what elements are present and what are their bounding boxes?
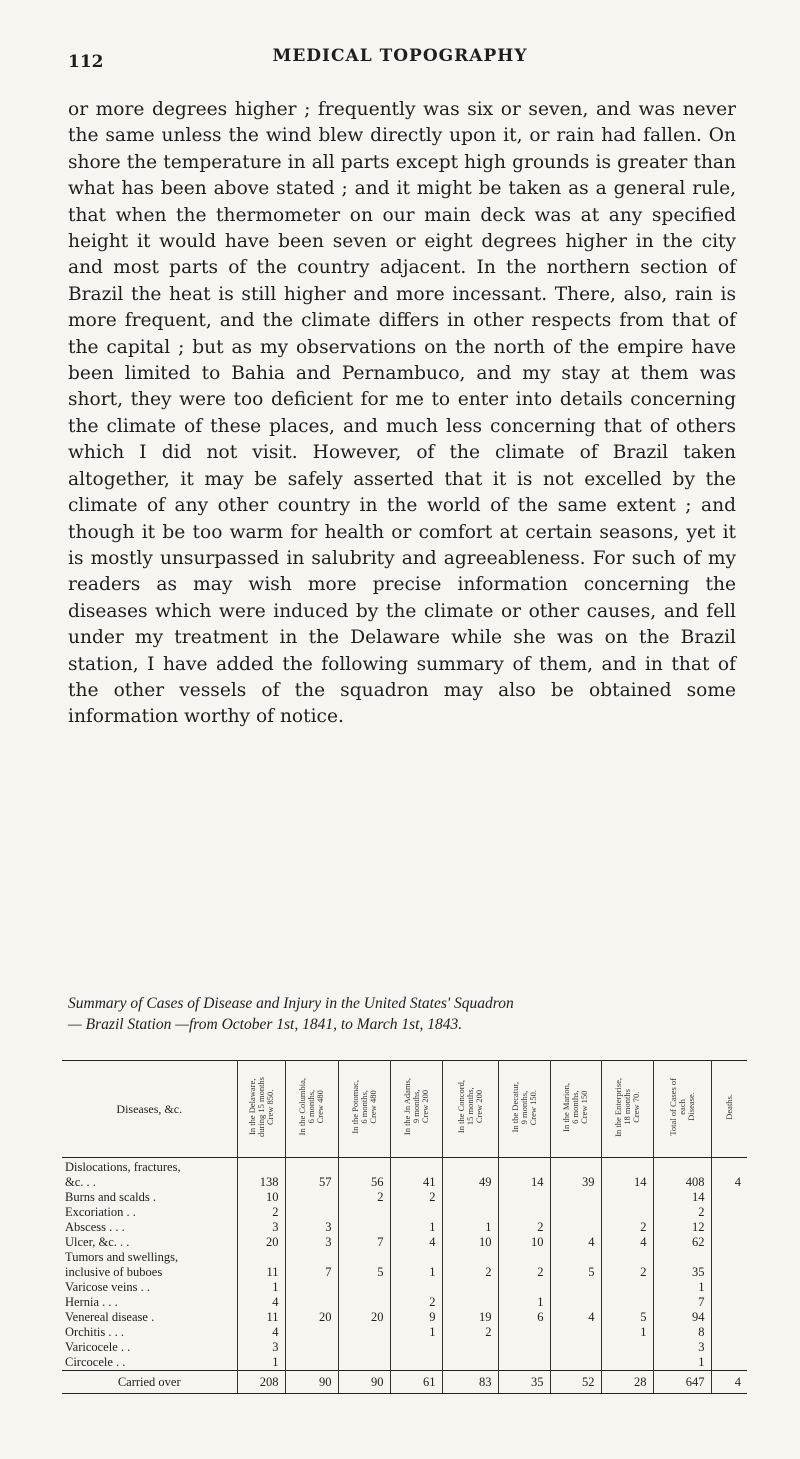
case-count-cell <box>601 1280 653 1295</box>
case-count-cell <box>285 1250 338 1265</box>
column-header <box>711 1061 747 1158</box>
column-header <box>550 1061 601 1158</box>
case-count-cell <box>390 1250 442 1265</box>
case-count-cell: 2 <box>390 1190 442 1205</box>
case-count-cell <box>711 1265 747 1280</box>
case-count-cell: 3 <box>237 1220 285 1235</box>
case-count-cell <box>498 1205 550 1220</box>
case-count-cell <box>285 1280 338 1295</box>
case-count-cell <box>653 1250 711 1265</box>
column-header-label: In the Decatur, 9 months, Crew 150. <box>509 1081 538 1133</box>
case-count-cell: 5 <box>338 1265 390 1280</box>
case-count-cell <box>550 1250 601 1265</box>
body-paragraph: or more degrees higher ; frequently was six or seven, and was never the same unless the wind blew directly upon it, or rain had fallen. On shore the temperature in all parts except high grounds is greater than what has been above stated ; and it might be taken as a general rule, that when the thermometer on our main deck was at any specified height it would have been seven or eight degrees higher in the city and most parts of the country adjacent. In the northern section of Brazil the heat is still higher and more incessant. There, also, rain is more frequent, and the climate differs in other respects from that of the capital ; but as my observations on the north of the empire have been limited to Bahia and Pernambuco, and my stay at them was short, they were too deficient for me to enter into details concerning the climate of these places, and much less concerning that of others which I did not visit. However, of the climate of Brazil taken altogether, it may be safely asserted that it is not excelled by the climate of any other country in the world of the same extent ; and though it be too warm for health or comfort at certain seasons, yet it is mostly unsurpassed in salubrity and agreeableness. For such of my readers as may wish more precise information concerning the diseases which were induced by the climate or other causes, and fell under my treatment in the Delaware while she was on the Brazil station, I have added the following summary of them, and in that of the other vessels of the squadron may also be obtained some information worthy of notice. <box>68 99 736 728</box>
table-row <box>62 1310 747 1325</box>
column-header <box>601 1061 653 1158</box>
case-count-cell <box>390 1280 442 1295</box>
case-count-cell <box>442 1158 498 1176</box>
case-count-cell: 3 <box>237 1340 285 1355</box>
carried-over-label: Carried over <box>62 1371 237 1394</box>
case-count-cell: 2 <box>498 1220 550 1235</box>
table-row <box>62 1158 747 1176</box>
case-count-cell: 1 <box>653 1355 711 1371</box>
case-count-cell <box>338 1340 390 1355</box>
case-count-cell: 10 <box>498 1235 550 1250</box>
column-header <box>498 1061 550 1158</box>
case-count-cell <box>237 1158 285 1176</box>
diseases-column-header: Diseases, &c. <box>62 1061 237 1158</box>
case-count-cell <box>442 1340 498 1355</box>
caption-line-2: — Brazil Station —from October 1st, 1841, to March 1st, 1843. <box>68 1016 463 1033</box>
case-count-cell: 8 <box>653 1325 711 1340</box>
disease-name: Burns and scalds . <box>65 1190 156 1204</box>
case-count-cell <box>285 1325 338 1340</box>
summary-table-wrap <box>62 1060 747 1394</box>
case-count-cell <box>498 1190 550 1205</box>
case-count-cell: 14 <box>601 1175 653 1190</box>
case-count-cell: 138 <box>237 1175 285 1190</box>
disease-name: &c. . . <box>65 1175 96 1189</box>
case-count-cell <box>550 1158 601 1176</box>
disease-name: Excoriation . . <box>65 1205 136 1219</box>
body-text <box>68 97 736 731</box>
table-row <box>62 1175 747 1190</box>
case-count-cell <box>390 1205 442 1220</box>
running-title: MEDICAL TOPOGRAPHY <box>272 46 528 66</box>
case-count-cell: 7 <box>285 1265 338 1280</box>
table-row <box>62 1295 747 1310</box>
case-count-cell <box>285 1205 338 1220</box>
case-count-cell <box>601 1205 653 1220</box>
case-count-cell: 2 <box>338 1190 390 1205</box>
disease-name: Dislocations, fractures, <box>65 1160 181 1174</box>
disease-name: Tumors and swellings, <box>65 1250 179 1264</box>
carried-over-cell: 83 <box>442 1371 498 1394</box>
case-count-cell: 35 <box>653 1265 711 1280</box>
carried-over-cell: 647 <box>653 1371 711 1394</box>
case-count-cell <box>711 1235 747 1250</box>
case-count-cell <box>237 1250 285 1265</box>
disease-name: Varicocele . . <box>65 1340 131 1354</box>
case-count-cell <box>390 1340 442 1355</box>
case-count-cell: 20 <box>237 1235 285 1250</box>
case-count-cell <box>550 1355 601 1371</box>
case-count-cell <box>338 1158 390 1176</box>
carried-over-cell: 28 <box>601 1371 653 1394</box>
case-count-cell: 2 <box>601 1265 653 1280</box>
case-count-cell <box>653 1158 711 1176</box>
case-count-cell <box>498 1340 550 1355</box>
table-caption <box>68 993 736 1035</box>
table-row <box>62 1265 747 1280</box>
case-count-cell: 2 <box>442 1265 498 1280</box>
table-header-row <box>62 1061 747 1158</box>
carried-over-cell: 61 <box>390 1371 442 1394</box>
disease-name: Abscess . . . <box>65 1220 125 1234</box>
table-row <box>62 1235 747 1250</box>
case-count-cell <box>711 1355 747 1371</box>
case-count-cell <box>711 1220 747 1235</box>
case-count-cell: 3 <box>285 1235 338 1250</box>
case-count-cell: 39 <box>550 1175 601 1190</box>
case-count-cell <box>711 1325 747 1340</box>
column-header-label: In the Potomac, 6 months, Crew 480 <box>349 1080 378 1134</box>
case-count-cell <box>338 1220 390 1235</box>
table-row <box>62 1355 747 1371</box>
case-count-cell <box>711 1280 747 1295</box>
case-count-cell <box>550 1205 601 1220</box>
case-count-cell <box>442 1190 498 1205</box>
column-header-label: In the Concord, 15 months, Crew 200 <box>455 1080 484 1134</box>
carried-over-row <box>62 1371 747 1394</box>
column-header-label: Total of Cases of each Disease. <box>667 1078 696 1136</box>
case-count-cell: 49 <box>442 1175 498 1190</box>
column-header <box>442 1061 498 1158</box>
case-count-cell <box>550 1280 601 1295</box>
disease-name: Ulcer, &c. . . <box>65 1235 130 1249</box>
case-count-cell: 94 <box>653 1310 711 1325</box>
table-row <box>62 1280 747 1295</box>
case-count-cell: 7 <box>338 1235 390 1250</box>
column-header-label: In the Enterprise, 18 months Crew 70. <box>612 1077 641 1137</box>
case-count-cell <box>285 1340 338 1355</box>
case-count-cell: 9 <box>390 1310 442 1325</box>
disease-name: inclusive of buboes <box>65 1265 163 1279</box>
case-count-cell: 408 <box>653 1175 711 1190</box>
case-count-cell: 1 <box>390 1265 442 1280</box>
case-count-cell: 6 <box>498 1310 550 1325</box>
case-count-cell <box>711 1205 747 1220</box>
case-count-cell <box>338 1325 390 1340</box>
case-count-cell: 4 <box>390 1235 442 1250</box>
carried-over-cell: 208 <box>237 1371 285 1394</box>
case-count-cell <box>442 1280 498 1295</box>
case-count-cell <box>550 1190 601 1205</box>
column-header <box>237 1061 285 1158</box>
case-count-cell <box>390 1158 442 1176</box>
table-body <box>62 1158 747 1371</box>
case-count-cell: 11 <box>237 1265 285 1280</box>
case-count-cell: 14 <box>653 1190 711 1205</box>
case-count-cell <box>285 1190 338 1205</box>
case-count-cell: 4 <box>711 1175 747 1190</box>
case-count-cell: 1 <box>498 1295 550 1310</box>
case-count-cell <box>601 1355 653 1371</box>
case-count-cell <box>498 1158 550 1176</box>
case-count-cell: 20 <box>285 1310 338 1325</box>
case-count-cell: 2 <box>601 1220 653 1235</box>
case-count-cell <box>711 1158 747 1176</box>
case-count-cell <box>711 1310 747 1325</box>
carried-over-cell: 4 <box>711 1371 747 1394</box>
column-header <box>390 1061 442 1158</box>
table-row <box>62 1205 747 1220</box>
case-count-cell: 10 <box>237 1190 285 1205</box>
case-count-cell: 1 <box>390 1220 442 1235</box>
case-count-cell <box>711 1250 747 1265</box>
case-count-cell <box>442 1355 498 1371</box>
case-count-cell <box>338 1280 390 1295</box>
table-row <box>62 1190 747 1205</box>
case-count-cell: 7 <box>653 1295 711 1310</box>
disease-name: Circocele . . <box>65 1355 126 1369</box>
case-count-cell: 56 <box>338 1175 390 1190</box>
case-count-cell <box>498 1250 550 1265</box>
case-count-cell <box>601 1340 653 1355</box>
case-count-cell: 5 <box>550 1265 601 1280</box>
case-count-cell <box>442 1250 498 1265</box>
disease-name: Varicose veins . . <box>65 1280 151 1294</box>
case-count-cell: 12 <box>653 1220 711 1235</box>
case-count-cell <box>498 1280 550 1295</box>
case-count-cell: 2 <box>498 1265 550 1280</box>
disease-name: Hernia . . . <box>65 1295 118 1309</box>
case-count-cell: 4 <box>550 1235 601 1250</box>
caption-line-1: Summary of Cases of Disease and Injury in the United States' Squadron <box>68 995 514 1012</box>
case-count-cell: 1 <box>442 1220 498 1235</box>
case-count-cell: 3 <box>285 1220 338 1235</box>
case-count-cell: 1 <box>601 1325 653 1340</box>
case-count-cell <box>550 1220 601 1235</box>
column-header-label: Deaths. <box>723 1094 734 1120</box>
case-count-cell: 1 <box>237 1280 285 1295</box>
summary-table <box>62 1060 747 1394</box>
column-header-label: In the Marion, 6 months, Crew 150 <box>561 1082 589 1132</box>
column-header <box>338 1061 390 1158</box>
table-row <box>62 1340 747 1355</box>
case-count-cell: 2 <box>653 1205 711 1220</box>
case-count-cell: 57 <box>285 1175 338 1190</box>
carried-over-cell: 52 <box>550 1371 601 1394</box>
column-header-label: In the Jn Adams, 9 months, Crew 200 <box>401 1078 430 1136</box>
case-count-cell <box>550 1295 601 1310</box>
case-count-cell <box>550 1325 601 1340</box>
case-count-cell <box>550 1340 601 1355</box>
case-count-cell <box>442 1205 498 1220</box>
case-count-cell: 14 <box>498 1175 550 1190</box>
table-row <box>62 1220 747 1235</box>
column-header-label: In the Delaware, during 15 months Crew 850. <box>246 1077 275 1137</box>
case-count-cell <box>498 1325 550 1340</box>
case-count-cell: 2 <box>237 1205 285 1220</box>
disease-name: Venereal disease . <box>65 1310 155 1324</box>
case-count-cell: 1 <box>237 1355 285 1371</box>
case-count-cell <box>601 1190 653 1205</box>
case-count-cell <box>601 1250 653 1265</box>
case-count-cell: 62 <box>653 1235 711 1250</box>
case-count-cell <box>338 1295 390 1310</box>
column-header <box>653 1061 711 1158</box>
disease-name: Orchitis . . . <box>65 1325 125 1339</box>
case-count-cell: 20 <box>338 1310 390 1325</box>
case-count-cell: 2 <box>390 1295 442 1310</box>
case-count-cell <box>285 1355 338 1371</box>
case-count-cell: 19 <box>442 1310 498 1325</box>
case-count-cell: 3 <box>653 1340 711 1355</box>
case-count-cell <box>338 1355 390 1371</box>
case-count-cell <box>498 1355 550 1371</box>
carried-over-cell: 35 <box>498 1371 550 1394</box>
case-count-cell <box>711 1190 747 1205</box>
carried-over-cell: 90 <box>338 1371 390 1394</box>
case-count-cell <box>711 1295 747 1310</box>
case-count-cell: 1 <box>390 1325 442 1340</box>
table-row <box>62 1325 747 1340</box>
column-header-label: In the Columbia, 6 months, Crew 480 <box>297 1078 325 1136</box>
case-count-cell: 2 <box>442 1325 498 1340</box>
case-count-cell: 10 <box>442 1235 498 1250</box>
case-count-cell <box>390 1355 442 1371</box>
case-count-cell <box>338 1250 390 1265</box>
case-count-cell: 4 <box>237 1325 285 1340</box>
case-count-cell: 1 <box>653 1280 711 1295</box>
case-count-cell: 11 <box>237 1310 285 1325</box>
table-row <box>62 1250 747 1265</box>
case-count-cell: 4 <box>237 1295 285 1310</box>
case-count-cell <box>601 1295 653 1310</box>
case-count-cell <box>338 1205 390 1220</box>
page-number: 112 <box>68 52 104 72</box>
carried-over-cell: 90 <box>285 1371 338 1394</box>
case-count-cell <box>442 1295 498 1310</box>
case-count-cell <box>285 1295 338 1310</box>
case-count-cell <box>285 1158 338 1176</box>
case-count-cell <box>601 1158 653 1176</box>
case-count-cell: 41 <box>390 1175 442 1190</box>
case-count-cell: 4 <box>550 1310 601 1325</box>
column-header <box>285 1061 338 1158</box>
case-count-cell: 4 <box>601 1235 653 1250</box>
case-count-cell <box>711 1340 747 1355</box>
case-count-cell: 5 <box>601 1310 653 1325</box>
